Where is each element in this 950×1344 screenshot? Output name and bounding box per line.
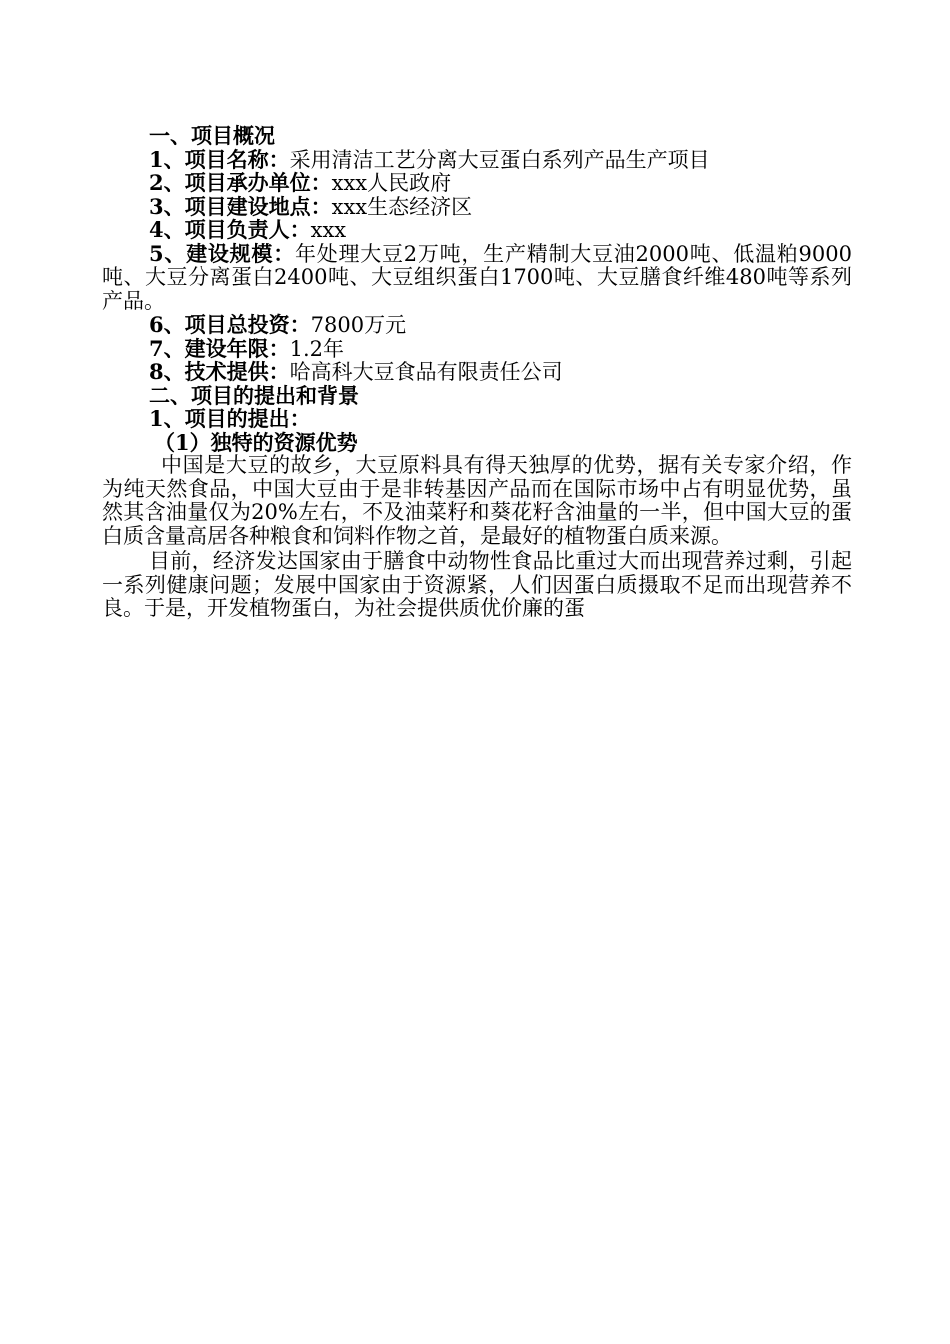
item-value: xxx生态经济区 (331, 194, 473, 219)
item-value: 采用清洁工艺分离大豆蛋白系列产品生产项目 (289, 147, 710, 172)
item-value: xxx人民政府 (331, 171, 452, 195)
item-value: 年处理大豆2万吨，生产精制大豆油2000吨、低温粕9000吨、大豆分离蛋白2400吨、大豆组织蛋白1700吨、大豆膳食纤维480吨等系列产品。 (102, 241, 852, 313)
document-body (102, 124, 852, 621)
item-label: 5、建设规模： (149, 240, 295, 266)
item-label: 8、技术提供： (149, 359, 290, 384)
item-value: 哈高科大豆食品有限责任公司 (289, 360, 563, 384)
paragraph-current-situation: 目前，经济发达国家由于膳食中动物性食品比重过大而出现营养过剩，引起一系列健康问题；发展中国家由于资源紧，人们因蛋白质摄取不足而出现营养不良。于是，开发植物蛋白，为社会提供质优价廉的蛋 (102, 549, 852, 620)
subheading-resource-advantage: （1）独特的资源优势 (154, 429, 358, 455)
item-label: 7、建设年限： (149, 335, 290, 361)
item-label: 3、项目建设地点： (149, 193, 332, 219)
overview-item-organizer (102, 171, 852, 195)
item-label: 1、项目名称： (149, 146, 290, 172)
subheading-project-proposal: 1、项目的提出： (149, 406, 311, 431)
section-heading-background: 二、项目的提出和背景 (149, 382, 359, 408)
item-value: xxx (310, 218, 347, 242)
section-heading-overview: 一、项目概况 (149, 123, 275, 148)
overview-item-scale (102, 242, 852, 314)
item-value: 7800万元 (310, 313, 407, 337)
paragraph-resource-advantage: 中国是大豆的故乡，大豆原料具有得天独厚的优势，据有关专家介绍，作为纯天然食品，中国大豆由于是非转基因产品而在国际市场中占有明显优势，虽然其含油量仅为20%左右，不及油菜籽和葵花籽含油量的一半，但中国大豆的蛋白质含量高居各种粮食和饲料作物之首，是最好的植物蛋白质来源。 (102, 453, 852, 548)
item-label: 6、项目总投资： (149, 312, 311, 337)
item-label: 2、项目承办单位： (149, 170, 332, 195)
overview-item-investment (102, 313, 852, 337)
overview-item-duration (102, 337, 852, 361)
overview-item-manager (102, 218, 852, 242)
overview-item-tech-provider (102, 360, 852, 384)
item-label: 4、项目负责人： (149, 217, 311, 242)
item-value: 1.2年 (289, 336, 345, 361)
overview-item-project-name (102, 148, 852, 172)
overview-item-location (102, 195, 852, 219)
